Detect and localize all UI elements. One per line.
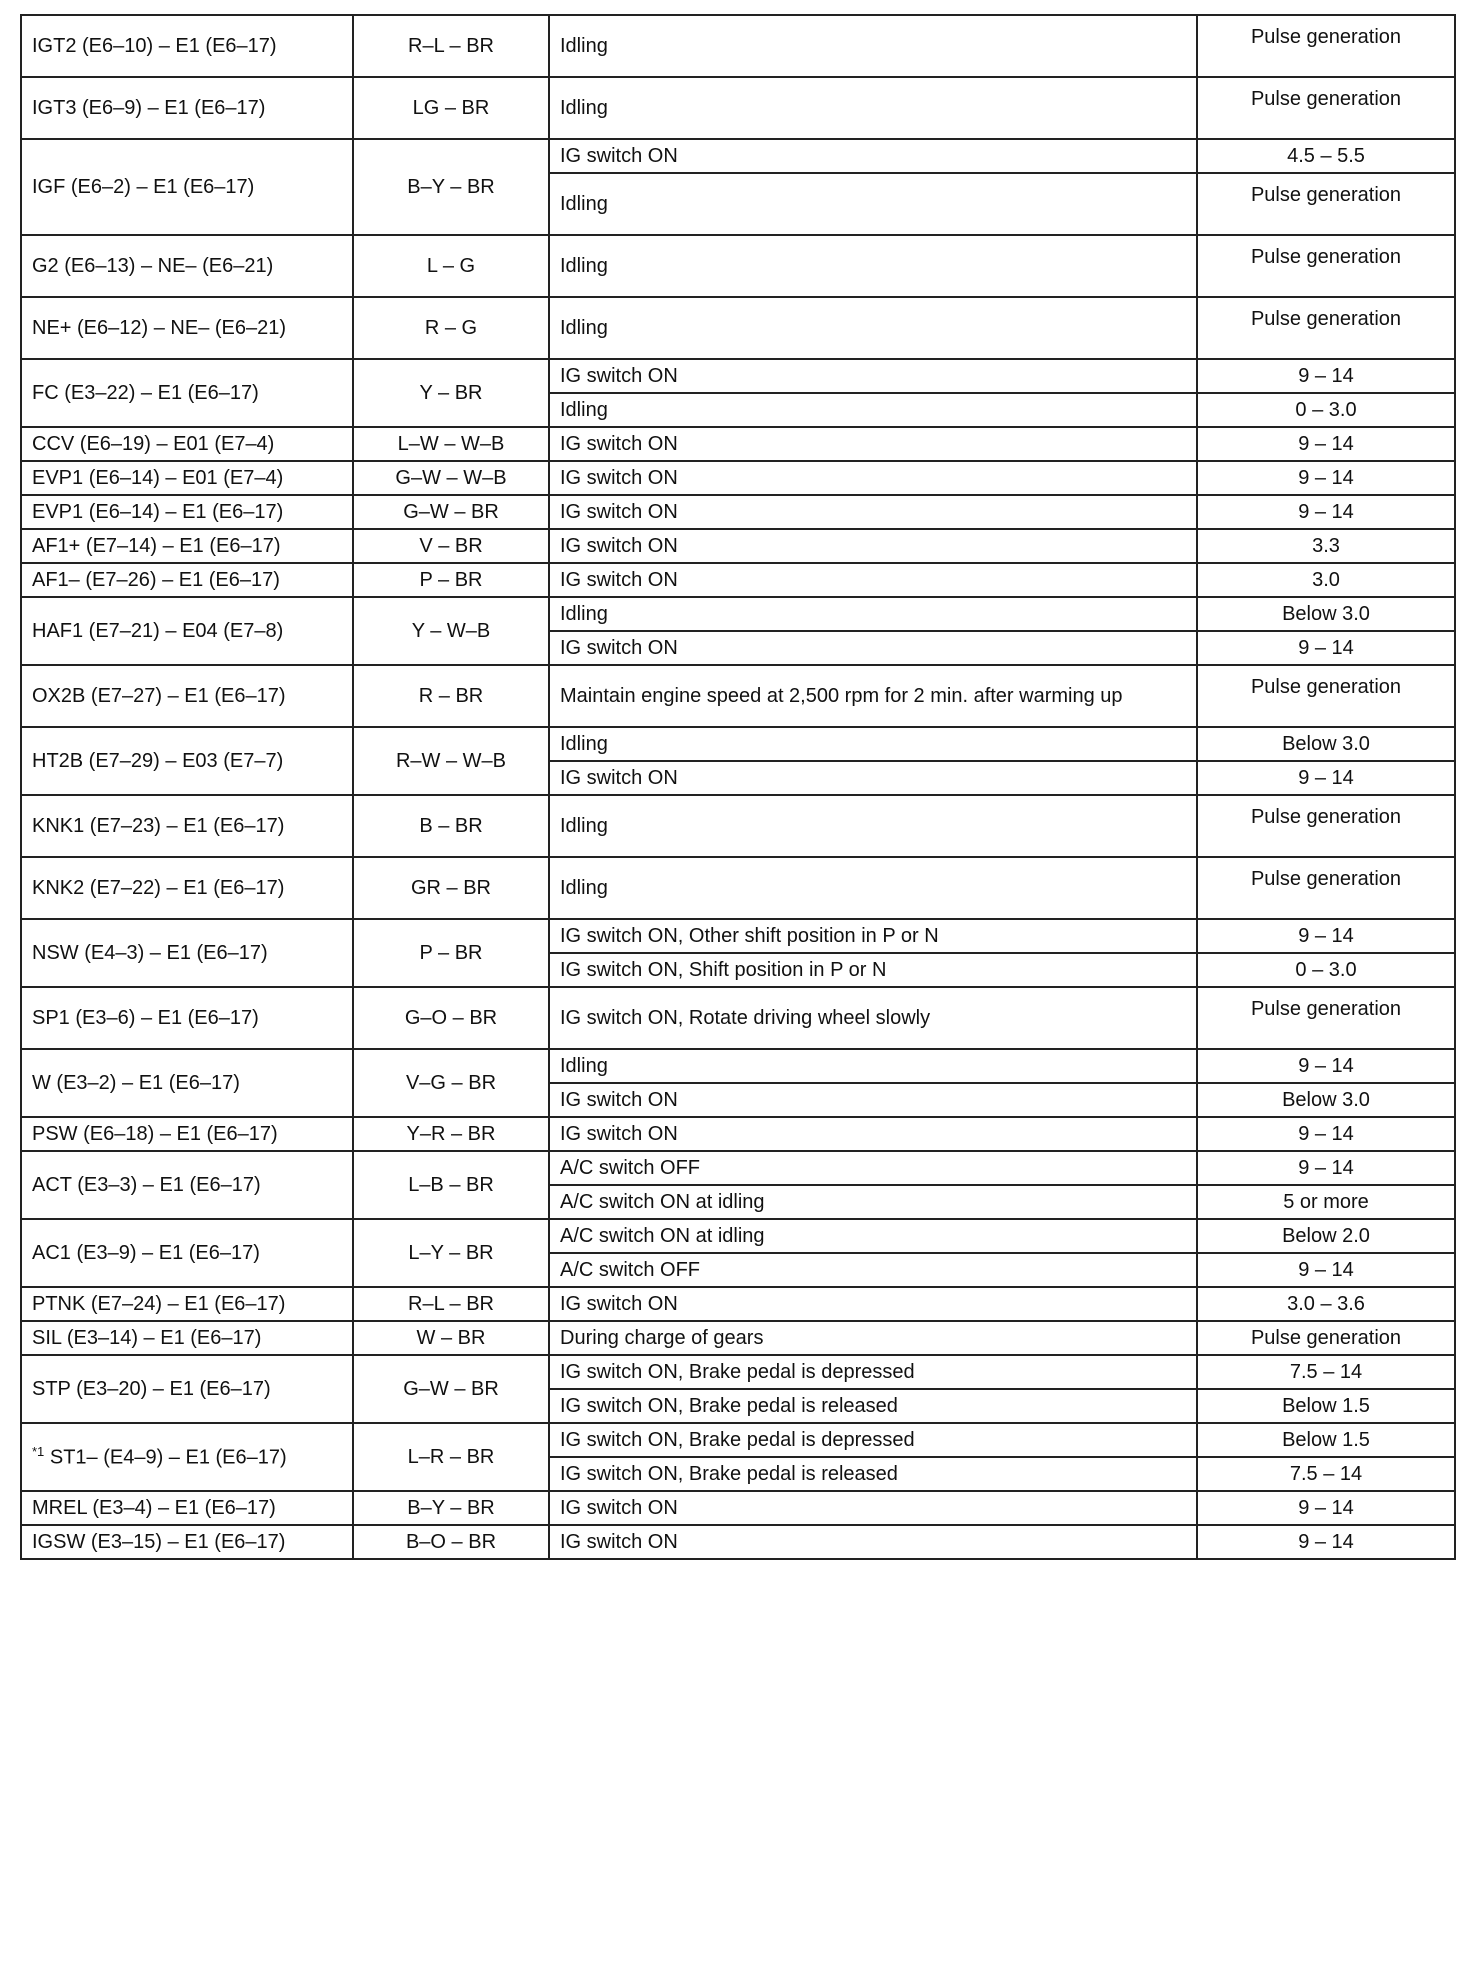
condition-cell: IG switch ON, Other shift position in P or N (549, 919, 1197, 953)
spec-value-cell: Below 1.5 (1197, 1423, 1455, 1457)
condition-cell: Idling (549, 77, 1197, 139)
terminal-spec-body (21, 15, 1455, 1559)
condition-cell: Idling (549, 1049, 1197, 1083)
terminal-cell (21, 919, 353, 987)
wiring-color-cell: G–W – BR (353, 495, 549, 529)
terminal-label: IGT2 (E6–10) – E1 (E6–17) (32, 35, 277, 57)
wiring-color-cell: V–G – BR (353, 1049, 549, 1117)
wiring-color-cell: L–W – W–B (353, 427, 549, 461)
terminal-label: W (E3–2) – E1 (E6–17) (32, 1072, 240, 1094)
table-row (21, 857, 1455, 919)
spec-value-cell: 9 – 14 (1197, 495, 1455, 529)
terminal-label: IGF (E6–2) – E1 (E6–17) (32, 176, 255, 198)
spec-value-cell: 9 – 14 (1197, 427, 1455, 461)
condition-cell: IG switch ON (549, 563, 1197, 597)
spec-value-cell: 3.3 (1197, 529, 1455, 563)
terminal-cell (21, 235, 353, 297)
spec-value-cell: 5 or more (1197, 1185, 1455, 1219)
wiring-color-cell: V – BR (353, 529, 549, 563)
condition-cell: During charge of gears (549, 1321, 1197, 1355)
terminal-label: HAF1 (E7–21) – E04 (E7–8) (32, 620, 284, 642)
terminal-cell (21, 987, 353, 1049)
condition-cell: IG switch ON (549, 1083, 1197, 1117)
spec-value-cell: 0 – 3.0 (1197, 953, 1455, 987)
terminal-cell (21, 1423, 353, 1491)
spec-value-cell: 9 – 14 (1197, 461, 1455, 495)
spec-value-cell: 7.5 – 14 (1197, 1355, 1455, 1389)
condition-cell: IG switch ON (549, 529, 1197, 563)
spec-value-cell: 9 – 14 (1197, 919, 1455, 953)
wiring-color-cell: LG – BR (353, 77, 549, 139)
table-row (21, 15, 1455, 77)
spec-value-cell: Pulse generation (1197, 297, 1455, 359)
terminal-label: G2 (E6–13) – NE– (E6–21) (32, 255, 274, 277)
table-row (21, 1423, 1455, 1457)
condition-cell: IG switch ON (549, 1287, 1197, 1321)
table-row (21, 665, 1455, 727)
table-row (21, 495, 1455, 529)
terminal-label: AF1+ (E7–14) – E1 (E6–17) (32, 535, 281, 557)
terminal-label: MREL (E3–4) – E1 (E6–17) (32, 1497, 276, 1519)
terminal-label: ACT (E3–3) – E1 (E6–17) (32, 1174, 261, 1196)
condition-cell: IG switch ON (549, 1117, 1197, 1151)
terminal-label: SP1 (E3–6) – E1 (E6–17) (32, 1007, 259, 1029)
spec-value-cell: 9 – 14 (1197, 1151, 1455, 1185)
terminal-cell (21, 727, 353, 795)
wiring-color-cell: R–L – BR (353, 15, 549, 77)
terminal-label: EVP1 (E6–14) – E1 (E6–17) (32, 501, 284, 523)
condition-cell: Maintain engine speed at 2,500 rpm for 2 min. after warming up (549, 665, 1197, 727)
condition-cell: Idling (549, 393, 1197, 427)
wiring-color-cell: Y – W–B (353, 597, 549, 665)
table-row (21, 597, 1455, 631)
condition-cell: Idling (549, 795, 1197, 857)
table-row (21, 1049, 1455, 1083)
spec-value-cell: 9 – 14 (1197, 1525, 1455, 1559)
table-row (21, 1219, 1455, 1253)
spec-value-cell: Pulse generation (1197, 1321, 1455, 1355)
terminal-label: IGSW (E3–15) – E1 (E6–17) (32, 1531, 286, 1553)
wiring-color-cell: R – BR (353, 665, 549, 727)
wiring-color-cell: Y–R – BR (353, 1117, 549, 1151)
wiring-color-cell: P – BR (353, 563, 549, 597)
condition-cell: Idling (549, 727, 1197, 761)
table-row (21, 1321, 1455, 1355)
spec-value-cell: 9 – 14 (1197, 1491, 1455, 1525)
wiring-color-cell: R–W – W–B (353, 727, 549, 795)
terminal-cell (21, 139, 353, 235)
terminal-label: PTNK (E7–24) – E1 (E6–17) (32, 1293, 286, 1315)
condition-cell: IG switch ON, Brake pedal is released (549, 1389, 1197, 1423)
table-row (21, 139, 1455, 173)
terminal-cell (21, 1049, 353, 1117)
terminal-label: FC (E3–22) – E1 (E6–17) (32, 382, 259, 404)
terminal-cell (21, 795, 353, 857)
terminal-cell (21, 15, 353, 77)
table-row (21, 1525, 1455, 1559)
terminal-cell (21, 597, 353, 665)
spec-value-cell: Pulse generation (1197, 173, 1455, 235)
terminal-label: NSW (E4–3) – E1 (E6–17) (32, 942, 268, 964)
terminal-label: EVP1 (E6–14) – E01 (E7–4) (32, 467, 284, 489)
condition-cell: IG switch ON, Rotate driving wheel slowly (549, 987, 1197, 1049)
terminal-cell (21, 1151, 353, 1219)
condition-cell: IG switch ON, Shift position in P or N (549, 953, 1197, 987)
terminal-label: KNK2 (E7–22) – E1 (E6–17) (32, 877, 285, 899)
terminal-label: IGT3 (E6–9) – E1 (E6–17) (32, 97, 266, 119)
terminal-cell (21, 1525, 353, 1559)
spec-value-cell: Below 3.0 (1197, 727, 1455, 761)
terminal-cell (21, 495, 353, 529)
terminal-cell (21, 857, 353, 919)
spec-value-cell: Pulse generation (1197, 987, 1455, 1049)
condition-cell: IG switch ON, Brake pedal is released (549, 1457, 1197, 1491)
spec-value-cell: 0 – 3.0 (1197, 393, 1455, 427)
condition-cell: IG switch ON (549, 461, 1197, 495)
terminal-cell (21, 1117, 353, 1151)
table-row (21, 563, 1455, 597)
condition-cell: IG switch ON (549, 495, 1197, 529)
terminal-cell (21, 1491, 353, 1525)
terminal-label: AC1 (E3–9) – E1 (E6–17) (32, 1242, 260, 1264)
condition-cell: IG switch ON (549, 761, 1197, 795)
terminal-label: SIL (E3–14) – E1 (E6–17) (32, 1327, 262, 1349)
condition-cell: IG switch ON (549, 359, 1197, 393)
condition-cell: A/C switch OFF (549, 1151, 1197, 1185)
spec-value-cell: Below 2.0 (1197, 1219, 1455, 1253)
spec-value-cell: Pulse generation (1197, 15, 1455, 77)
wiring-color-cell: W – BR (353, 1321, 549, 1355)
table-row (21, 427, 1455, 461)
wiring-color-cell: B – BR (353, 795, 549, 857)
condition-cell: Idling (549, 857, 1197, 919)
spec-value-cell: 9 – 14 (1197, 761, 1455, 795)
terminal-cell (21, 563, 353, 597)
terminal-cell (21, 1321, 353, 1355)
wiring-color-cell: G–W – W–B (353, 461, 549, 495)
spec-value-cell: 9 – 14 (1197, 359, 1455, 393)
terminal-label: NE+ (E6–12) – NE– (E6–21) (32, 317, 287, 339)
terminal-cell (21, 77, 353, 139)
wiring-color-cell: B–Y – BR (353, 139, 549, 235)
condition-cell: IG switch ON (549, 139, 1197, 173)
spec-value-cell: 9 – 14 (1197, 631, 1455, 665)
terminal-cell (21, 297, 353, 359)
spec-value-cell: Pulse generation (1197, 665, 1455, 727)
table-row (21, 795, 1455, 857)
spec-value-cell: Pulse generation (1197, 795, 1455, 857)
wiring-color-cell: R – G (353, 297, 549, 359)
wiring-color-cell: L–B – BR (353, 1151, 549, 1219)
spec-value-cell: Below 1.5 (1197, 1389, 1455, 1423)
terminal-label: HT2B (E7–29) – E03 (E7–7) (32, 750, 284, 772)
condition-cell: Idling (549, 15, 1197, 77)
wiring-color-cell: G–W – BR (353, 1355, 549, 1423)
table-row (21, 529, 1455, 563)
terminal-label: KNK1 (E7–23) – E1 (E6–17) (32, 815, 285, 837)
footnote-marker: *1 (32, 1444, 45, 1460)
wiring-color-cell: B–O – BR (353, 1525, 549, 1559)
terminal-label: STP (E3–20) – E1 (E6–17) (32, 1378, 271, 1400)
condition-cell: IG switch ON (549, 631, 1197, 665)
spec-value-cell: 3.0 (1197, 563, 1455, 597)
terminal-cell (21, 1219, 353, 1287)
terminal-label: PSW (E6–18) – E1 (E6–17) (32, 1123, 278, 1145)
terminal-spec-table (20, 14, 1456, 1560)
table-row (21, 297, 1455, 359)
condition-cell: Idling (549, 597, 1197, 631)
table-row (21, 77, 1455, 139)
spec-value-cell: Below 3.0 (1197, 597, 1455, 631)
table-row (21, 359, 1455, 393)
terminal-cell (21, 529, 353, 563)
wiring-color-cell: B–Y – BR (353, 1491, 549, 1525)
spec-value-cell: 4.5 – 5.5 (1197, 139, 1455, 173)
table-row (21, 461, 1455, 495)
condition-cell: IG switch ON (549, 1491, 1197, 1525)
spec-value-cell: 7.5 – 14 (1197, 1457, 1455, 1491)
terminal-label: CCV (E6–19) – E01 (E7–4) (32, 433, 275, 455)
terminal-cell (21, 665, 353, 727)
table-row (21, 919, 1455, 953)
spec-value-cell: 9 – 14 (1197, 1117, 1455, 1151)
table-row (21, 1287, 1455, 1321)
terminal-cell (21, 427, 353, 461)
condition-cell: Idling (549, 235, 1197, 297)
condition-cell: A/C switch ON at idling (549, 1219, 1197, 1253)
spec-value-cell: Pulse generation (1197, 77, 1455, 139)
spec-value-cell: 3.0 – 3.6 (1197, 1287, 1455, 1321)
condition-cell: IG switch ON, Brake pedal is depressed (549, 1355, 1197, 1389)
wiring-color-cell: Y – BR (353, 359, 549, 427)
table-row (21, 1355, 1455, 1389)
table-row (21, 1151, 1455, 1185)
wiring-color-cell: R–L – BR (353, 1287, 549, 1321)
wiring-color-cell: L–R – BR (353, 1423, 549, 1491)
terminal-cell (21, 359, 353, 427)
terminal-label: AF1– (E7–26) – E1 (E6–17) (32, 569, 280, 591)
spec-value-cell: 9 – 14 (1197, 1253, 1455, 1287)
wiring-color-cell: P – BR (353, 919, 549, 987)
wiring-color-cell: L–Y – BR (353, 1219, 549, 1287)
wiring-color-cell: L – G (353, 235, 549, 297)
wiring-color-cell: G–O – BR (353, 987, 549, 1049)
spec-value-cell: 9 – 14 (1197, 1049, 1455, 1083)
spec-value-cell: Below 3.0 (1197, 1083, 1455, 1117)
table-row (21, 1117, 1455, 1151)
condition-cell: IG switch ON (549, 427, 1197, 461)
spec-value-cell: Pulse generation (1197, 235, 1455, 297)
wiring-color-cell: GR – BR (353, 857, 549, 919)
spec-value-cell: Pulse generation (1197, 857, 1455, 919)
table-row (21, 727, 1455, 761)
condition-cell: IG switch ON (549, 1525, 1197, 1559)
condition-cell: A/C switch OFF (549, 1253, 1197, 1287)
table-row (21, 1491, 1455, 1525)
condition-cell: IG switch ON, Brake pedal is depressed (549, 1423, 1197, 1457)
table-row (21, 235, 1455, 297)
terminal-label: OX2B (E7–27) – E1 (E6–17) (32, 685, 286, 707)
terminal-cell (21, 1355, 353, 1423)
condition-cell: Idling (549, 173, 1197, 235)
condition-cell: A/C switch ON at idling (549, 1185, 1197, 1219)
terminal-label: ST1– (E4–9) – E1 (E6–17) (49, 1446, 287, 1469)
terminal-cell (21, 1287, 353, 1321)
table-row (21, 987, 1455, 1049)
condition-cell: Idling (549, 297, 1197, 359)
terminal-cell (21, 461, 353, 495)
